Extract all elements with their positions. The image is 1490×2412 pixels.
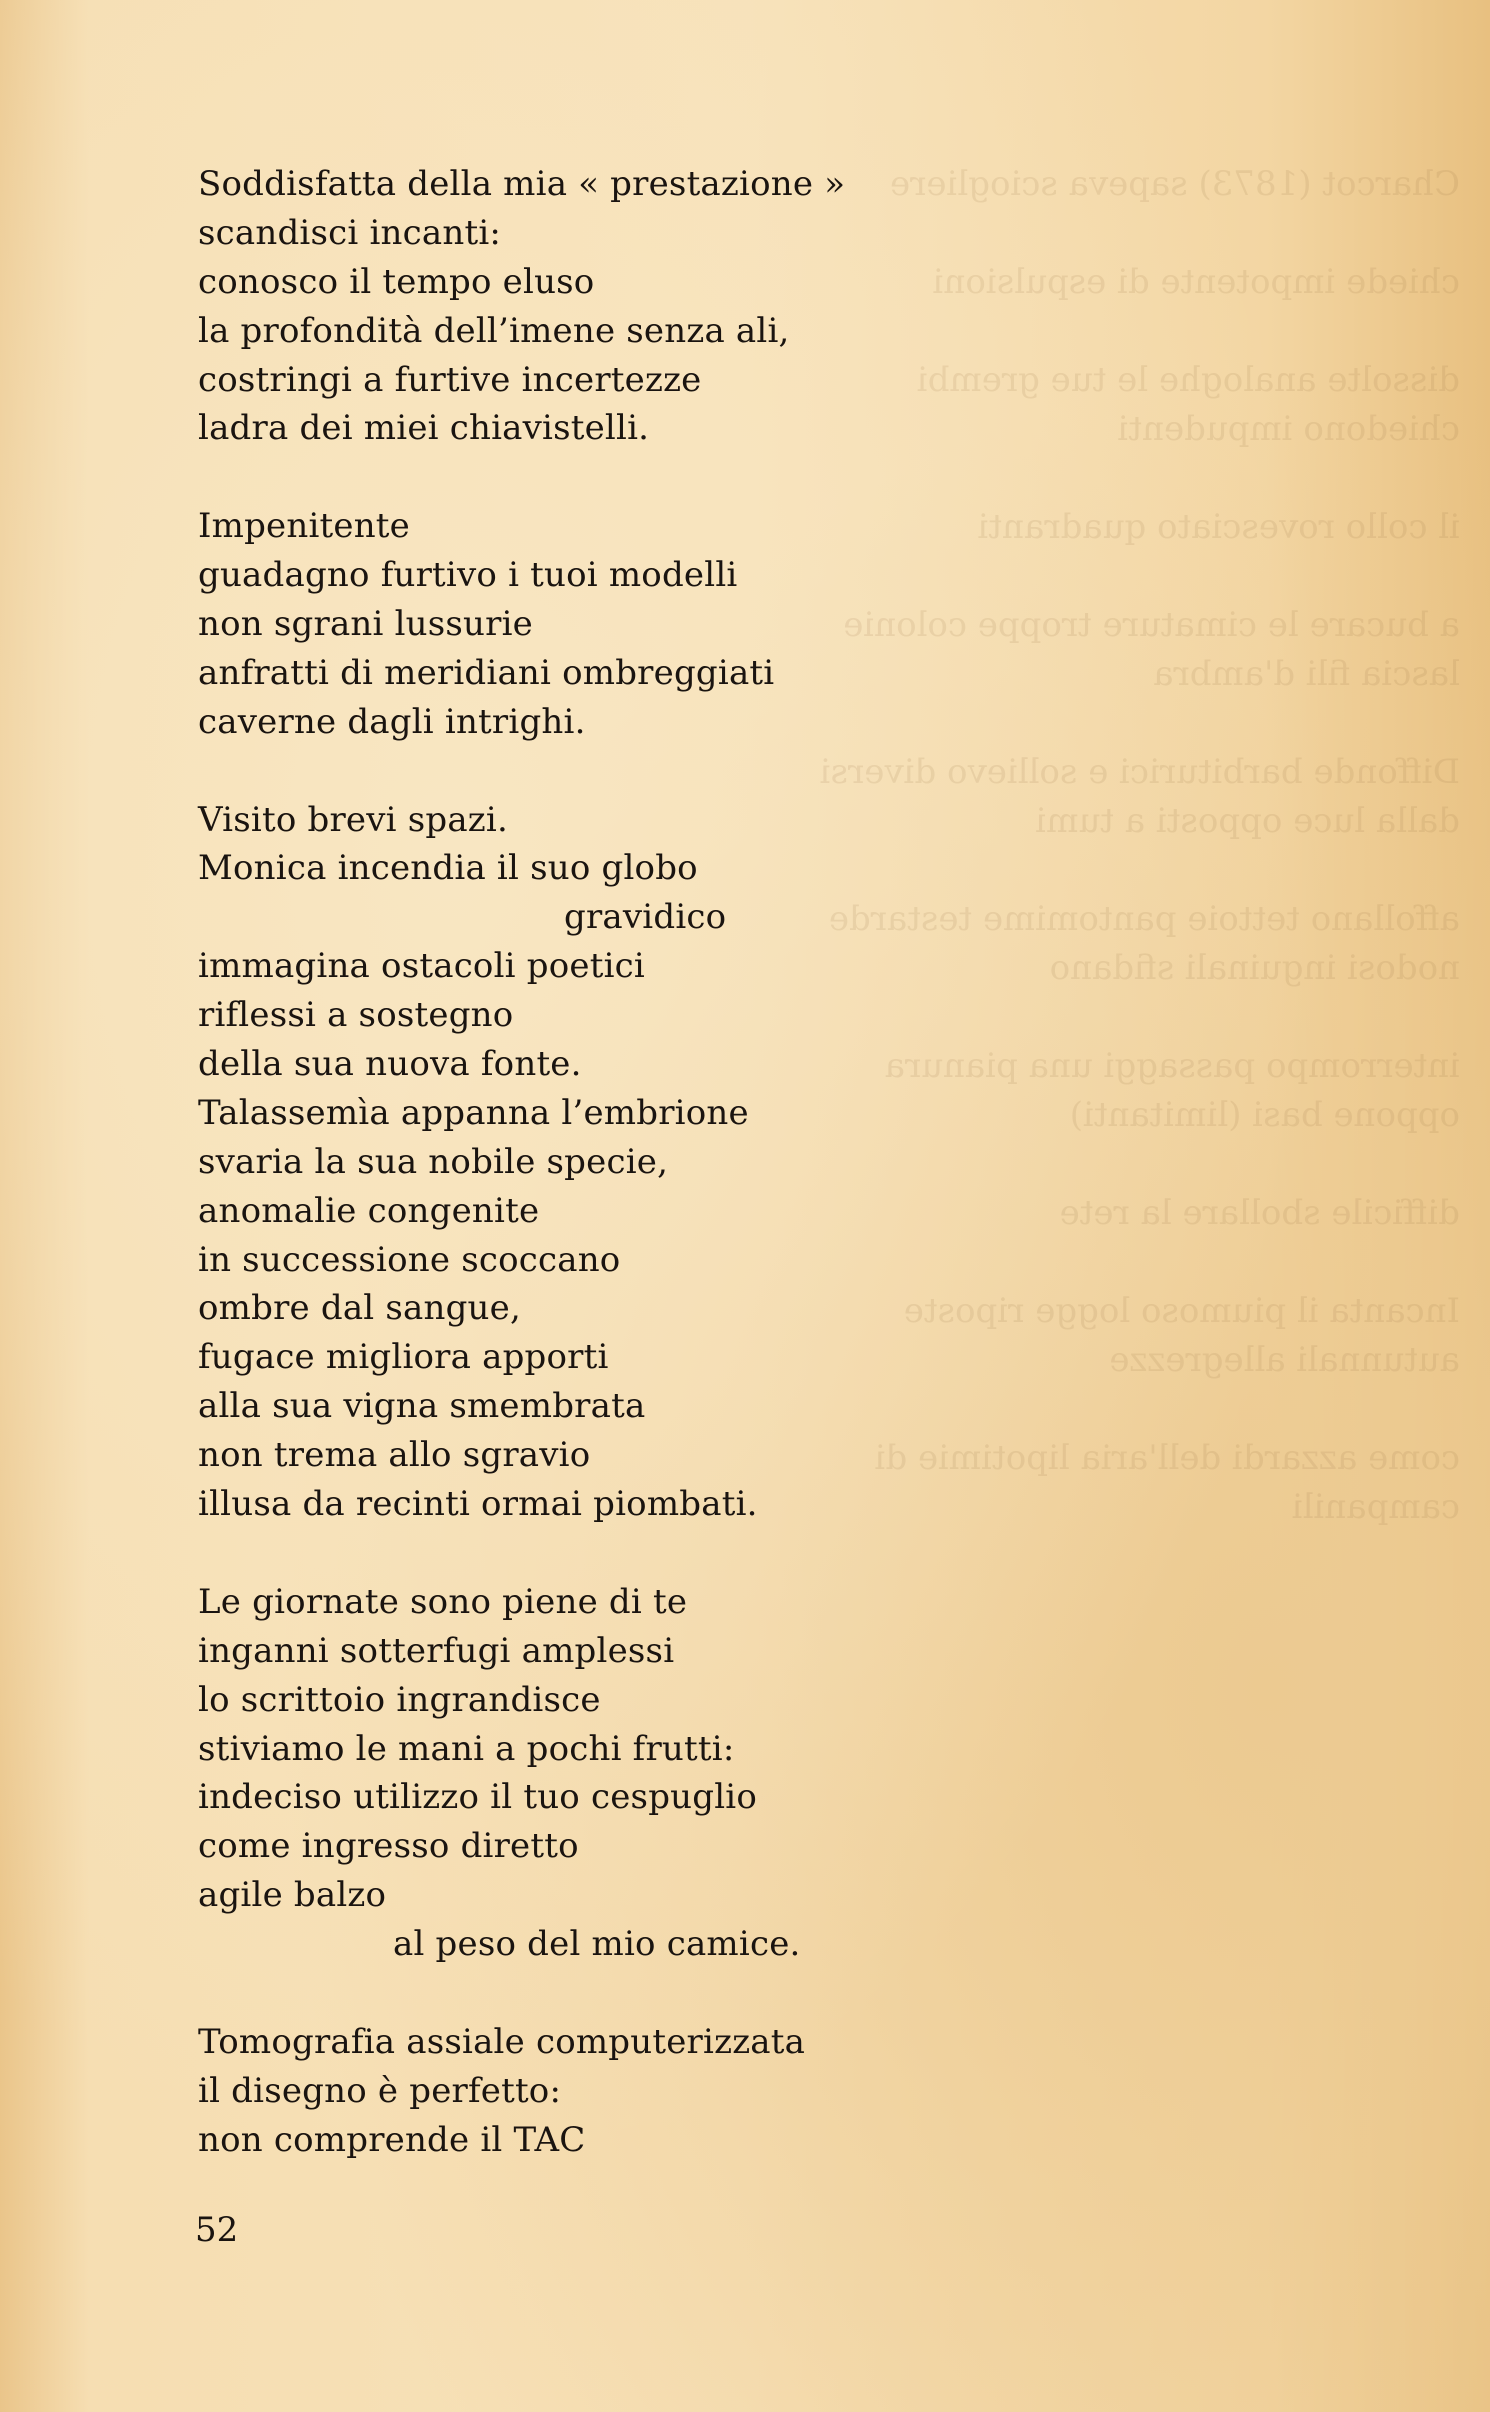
poem-line: ladra dei miei chiavistelli. [198, 408, 650, 449]
poem-line: ombre dal sangue, [198, 1288, 521, 1329]
poem-line: scandisci incanti: [198, 212, 502, 253]
poem-line: in successione scoccano [198, 1239, 621, 1280]
stanza-4 [198, 1578, 898, 1969]
stanza-2 [198, 502, 898, 746]
poem-line: Impenitente [198, 506, 410, 547]
poem-line: anfratti di meridiani ombreggiati [198, 652, 775, 693]
stanza-3 [198, 796, 898, 1529]
stanza-5 [198, 2018, 898, 2165]
poem-line: Soddisfatta della mia « prestazione » [198, 164, 846, 204]
poem-line: come ingresso diretto [198, 1826, 579, 1867]
poem-line: Monica incendia il suo globo [198, 848, 698, 889]
poem-line: Talassemìa appanna l’embrione [198, 1092, 749, 1133]
page-number: 52 [195, 2210, 239, 2250]
poem-text [198, 160, 898, 2213]
poem-line: conosco il tempo eluso [198, 261, 595, 302]
poem-line: Tomografia assiale computerizzata [198, 2021, 806, 2062]
poem-line: alla sua vigna smembrata [198, 1386, 646, 1427]
poem-line-indented: gravidico [564, 897, 727, 938]
poem-line: fugace migliora apporti [198, 1337, 609, 1378]
poem-line: il disegno è perfetto: [198, 2070, 562, 2111]
poem-line: della sua nuova fonte. [198, 1044, 582, 1085]
poem-line: costringi a furtive incertezze [198, 359, 702, 400]
poem-line: caverne dagli intrighi. [198, 701, 586, 742]
poem-line: illusa da recinti ormai piombati. [198, 1484, 758, 1525]
poem-line: Visito brevi spazi. [198, 799, 508, 840]
poem-line: immagina ostacoli poetici [198, 946, 645, 987]
poem-line: non sgrani lussurie [198, 604, 534, 645]
poem-line: non comprende il TAC [198, 2119, 586, 2160]
poem-line: riflessi a sostegno [198, 995, 514, 1036]
poem-line: anomalie congenite [198, 1190, 540, 1231]
poem-line: inganni sotterfugi amplessi [198, 1630, 675, 1671]
show-through-reverse-text: Charcot (1873) sapeva sciogliere chiede impotente di espulsioni dissolte analoghe le tue grembi chiedono impudenti il collo rovesciato quadranti a bucare le cimature troppe colonie lascia fili d'ambra Diffonde barbiturici e sollievo diversi dalla luce opposti a tumi affollano tettoie pantomime testarde nodosi inguinali sfidano interrompo passaggi una pianura oppone basi (limitanti) difficile sbollare la rete Incanta il piumoso logge riposte autunnali allegrezze come azzardi dell'aria lipotimie di campanili [819, 164, 1460, 1527]
poem-line-indented: al peso del mio camice. [393, 1924, 801, 1965]
poem-line: Le giornate sono piene di te [198, 1581, 688, 1622]
poem-line: la profondità dell’imene senza ali, [198, 310, 790, 351]
poem-line: lo scrittoio ingrandisce [198, 1679, 601, 1720]
poem-line: agile balzo [198, 1875, 387, 1916]
stanza-1 [198, 160, 898, 453]
poem-line: indeciso utilizzo il tuo cespuglio [198, 1777, 758, 1818]
poem-line: guadagno furtivo i tuoi modelli [198, 555, 738, 596]
poem-line: non trema allo sgravio [198, 1435, 591, 1476]
poem-line: svaria la sua nobile specie, [198, 1141, 669, 1182]
poem-line: stiviamo le mani a pochi frutti: [198, 1728, 735, 1769]
